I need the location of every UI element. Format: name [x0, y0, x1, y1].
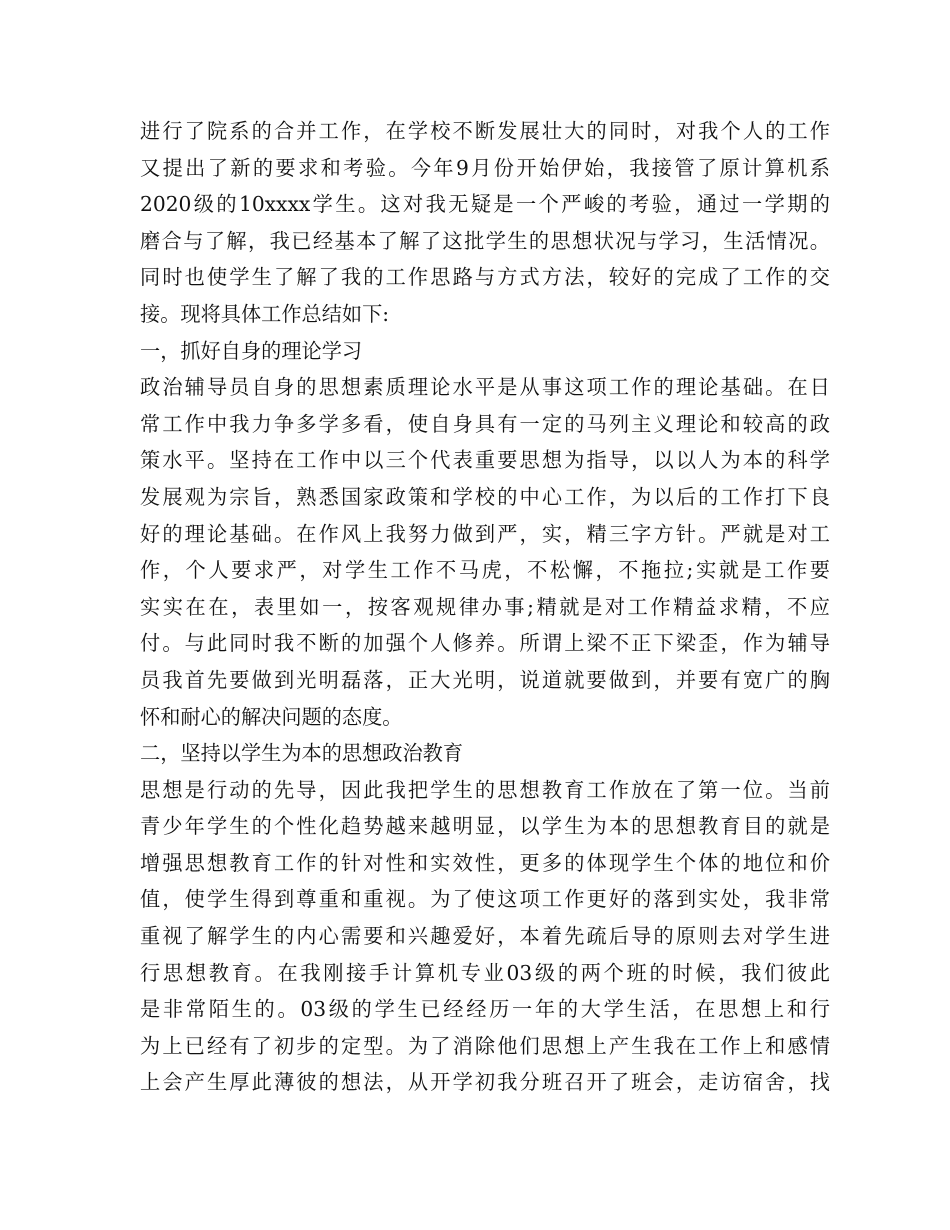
text-line: 进行了院系的合并工作，在学校不断发展壮大的同时，对我个人的工作 [140, 119, 830, 143]
text-line: 为上已经有了初步的定型。为了消除他们思想上产生我在工作上和感情 [140, 1033, 830, 1058]
text-line: 思想是行动的先导，因此我把学生的思想教育工作放在了第一位。当前 [140, 777, 830, 802]
text-line: 又提出了新的要求和考验。今年9月份开始伊始，我接管了原计算机系 [140, 155, 830, 180]
text-line: 政治辅导员自身的思想素质理论水平是从事这项工作的理论基础。在日 [140, 375, 830, 400]
text-line: 2020级的10xxxx学生。这对我无疑是一个严峻的考验，通过一学期的 [140, 192, 830, 217]
text-line: 员我首先要做到光明磊落，正大光明，说道就要做到，并要有宽广的胸 [140, 667, 830, 692]
text-line: 一，抓好自身的理论学习 [140, 338, 363, 363]
text-line: 怀和耐心的解决问题的态度。 [140, 704, 403, 729]
text-line: 实实在在，表里如一，按客观规律办事;精就是对工作精益求精，不应 [140, 594, 830, 619]
text-line: 好的理论基础。在作风上我努力做到严，实，精三字方针。严就是对工 [140, 521, 830, 546]
body-text [140, 113, 830, 1101]
text-line: 付。与此同时我不断的加强个人修养。所谓上梁不正下梁歪，作为辅导 [140, 631, 830, 656]
text-line: 同时也使学生了解了我的工作思路与方式方法，较好的完成了工作的交 [140, 265, 830, 290]
text-line: 上会产生厚此薄彼的想法，从开学初我分班召开了班会，走访宿舍，找 [140, 1070, 830, 1095]
text-line: 行思想教育。在我刚接手计算机专业03级的两个班的时候，我们彼此 [140, 960, 830, 985]
text-line: 策水平。坚持在工作中以三个代表重要思想为指导，以以人为本的科学 [140, 448, 830, 473]
text-line: 作，个人要求严，对学生工作不马虎，不松懈，不拖拉;实就是工作要 [140, 558, 830, 583]
text-line: 发展观为宗旨，熟悉国家政策和学校的中心工作，为以后的工作打下良 [140, 484, 830, 509]
text-line: 常工作中我力争多学多看，使自身具有一定的马列主义理论和较高的政 [140, 411, 830, 436]
text-line: 青少年学生的个性化趋势越来越明显，以学生为本的思想教育目的就是 [140, 814, 830, 839]
text-line: 增强思想教育工作的针对性和实效性，更多的体现学生个体的地位和价 [140, 850, 830, 875]
text-line: 重视了解学生的内心需要和兴趣爱好，本着先疏后导的原则去对学生进 [140, 924, 830, 949]
text-line: 二，坚持以学生为本的思想政治教育 [140, 741, 464, 766]
text-line: 磨合与了解，我已经基本了解了这批学生的思想状况与学习，生活情况。 [140, 228, 830, 253]
text-line: 值，使学生得到尊重和重视。为了使这项工作更好的落到实处，我非常 [140, 887, 830, 912]
text-line: 是非常陌生的。03级的学生已经经历一年的大学生活，在思想上和行 [140, 997, 830, 1022]
text-line: 接。现将具体工作总结如下: [140, 301, 390, 326]
